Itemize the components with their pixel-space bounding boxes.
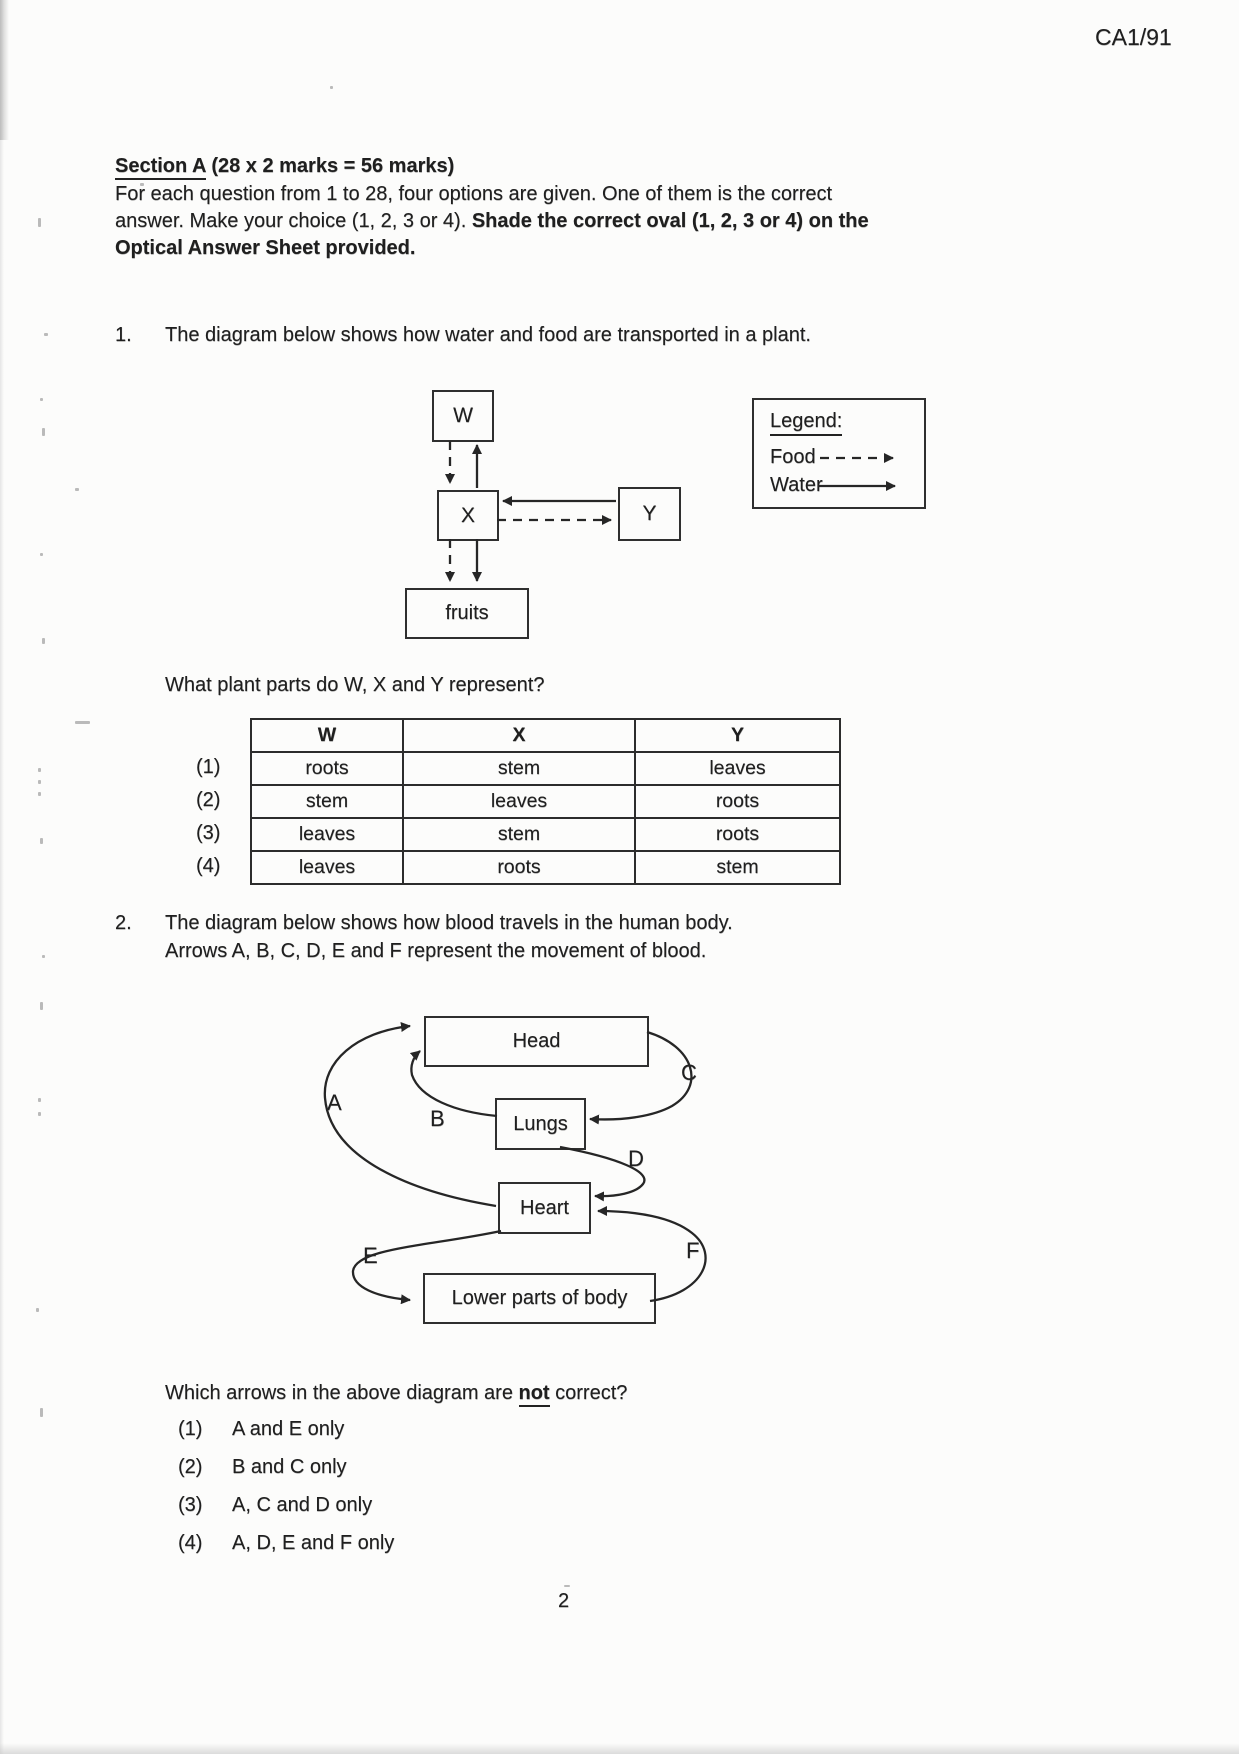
question-2-stem-line-2: Arrows A, B, C, D, E and F represent the movement of blood. — [165, 940, 707, 962]
col-header-w: W — [251, 719, 403, 752]
instruction-line-3: Optical Answer Sheet provided. — [115, 237, 416, 259]
section-a-heading — [115, 153, 454, 180]
arrow-label-e: E — [363, 1243, 378, 1268]
table-row — [251, 752, 840, 785]
arrow-label-f: F — [686, 1238, 700, 1263]
option-4: (4) A, D, E and F only — [178, 1532, 395, 1554]
section-a-title: Section A — [115, 155, 206, 180]
scan-speck — [40, 838, 43, 844]
box-head: Head — [424, 1016, 649, 1067]
option-2: (2) B and C only — [178, 1456, 347, 1478]
scan-speck — [42, 955, 45, 958]
legend-food-label: Food — [770, 446, 816, 468]
col-header-y: Y — [635, 719, 840, 752]
box-x: X — [437, 490, 499, 541]
question-2-stem-line-1: The diagram below shows how blood travels in the human body. — [165, 912, 733, 934]
scan-speck — [38, 792, 41, 796]
question-2-number: 2. — [115, 912, 132, 934]
section-a-title-suffix: (28 x 2 marks = 56 marks) — [205, 155, 455, 177]
scan-speck — [38, 1098, 41, 1102]
scan-speck — [36, 1308, 39, 1312]
not-emphasis: not — [519, 1382, 550, 1407]
row-label-2: (2) — [196, 789, 221, 811]
question-1-stem: The diagram below shows how water and food are transported in a plant. — [165, 324, 811, 346]
table-row-labels — [196, 751, 220, 883]
row-label-3: (3) — [196, 822, 221, 844]
question-1-prompt: What plant parts do W, X and Y represent? — [165, 674, 545, 696]
scan-speck — [38, 768, 41, 772]
answer-table — [250, 718, 841, 885]
question-1-number: 1. — [115, 324, 132, 346]
box-heart: Heart — [498, 1182, 591, 1234]
scan-edge — [0, 0, 4, 1754]
scan-speck — [40, 553, 43, 556]
cell: stem — [251, 785, 403, 818]
scan-speck — [38, 1112, 41, 1116]
scan-speck — [38, 780, 41, 784]
scan-speck — [330, 86, 333, 89]
box-fruits: fruits — [405, 588, 529, 639]
scan-speck — [42, 638, 45, 644]
box-w: W — [432, 390, 494, 442]
scan-speck — [38, 218, 41, 227]
cell: leaves — [403, 785, 635, 818]
arrow-label-d: D — [628, 1146, 644, 1171]
cell: stem — [403, 752, 635, 785]
cell: roots — [403, 851, 635, 884]
arrow-label-a: A — [327, 1090, 342, 1115]
scan-speck — [75, 721, 90, 724]
cell: leaves — [251, 851, 403, 884]
legend-box — [752, 398, 926, 509]
cell: leaves — [251, 818, 403, 851]
scan-speck — [44, 333, 48, 336]
box-y: Y — [618, 487, 681, 541]
page-code: CA1/91 — [1095, 24, 1172, 50]
cell: roots — [635, 785, 840, 818]
scan-speck — [40, 1408, 43, 1417]
option-1: (1) A and E only — [178, 1418, 345, 1440]
page-number: 2 — [558, 1590, 570, 1612]
cell: roots — [251, 752, 403, 785]
table-row — [251, 785, 840, 818]
scan-edge — [0, 1743, 1239, 1754]
legend-water-label: Water — [770, 474, 823, 496]
scan-speck — [40, 1002, 43, 1010]
table-row — [251, 818, 840, 851]
cell: leaves — [635, 752, 840, 785]
instruction-line-1: For each question from 1 to 28, four options are given. One of them is the correct — [115, 183, 833, 205]
legend-title: Legend: — [770, 410, 842, 436]
scan-edge — [0, 0, 9, 140]
col-header-x: X — [403, 719, 635, 752]
scan-speck — [42, 428, 45, 436]
scan-speck — [75, 488, 79, 491]
scan-speck — [564, 1585, 570, 1587]
box-lower-body: Lower parts of body — [423, 1273, 656, 1324]
cell: stem — [635, 851, 840, 884]
scan-speck — [40, 398, 43, 401]
arrow-label-b: B — [430, 1106, 445, 1131]
row-label-4: (4) — [196, 855, 221, 877]
cell: stem — [403, 818, 635, 851]
table-row — [251, 851, 840, 884]
row-label-1: (1) — [196, 756, 221, 778]
instruction-line-2: answer. Make your choice (1, 2, 3 or 4). Shade the correct oval (1, 2, 3 or 4) on the — [115, 210, 869, 232]
table-header-row — [251, 719, 840, 752]
cell: roots — [635, 818, 840, 851]
box-lungs: Lungs — [495, 1098, 586, 1150]
option-3: (3) A, C and D only — [178, 1494, 373, 1516]
question-2-prompt: Which arrows in the above diagram are not correct? — [165, 1380, 627, 1407]
arrow-label-c: C — [681, 1060, 697, 1085]
